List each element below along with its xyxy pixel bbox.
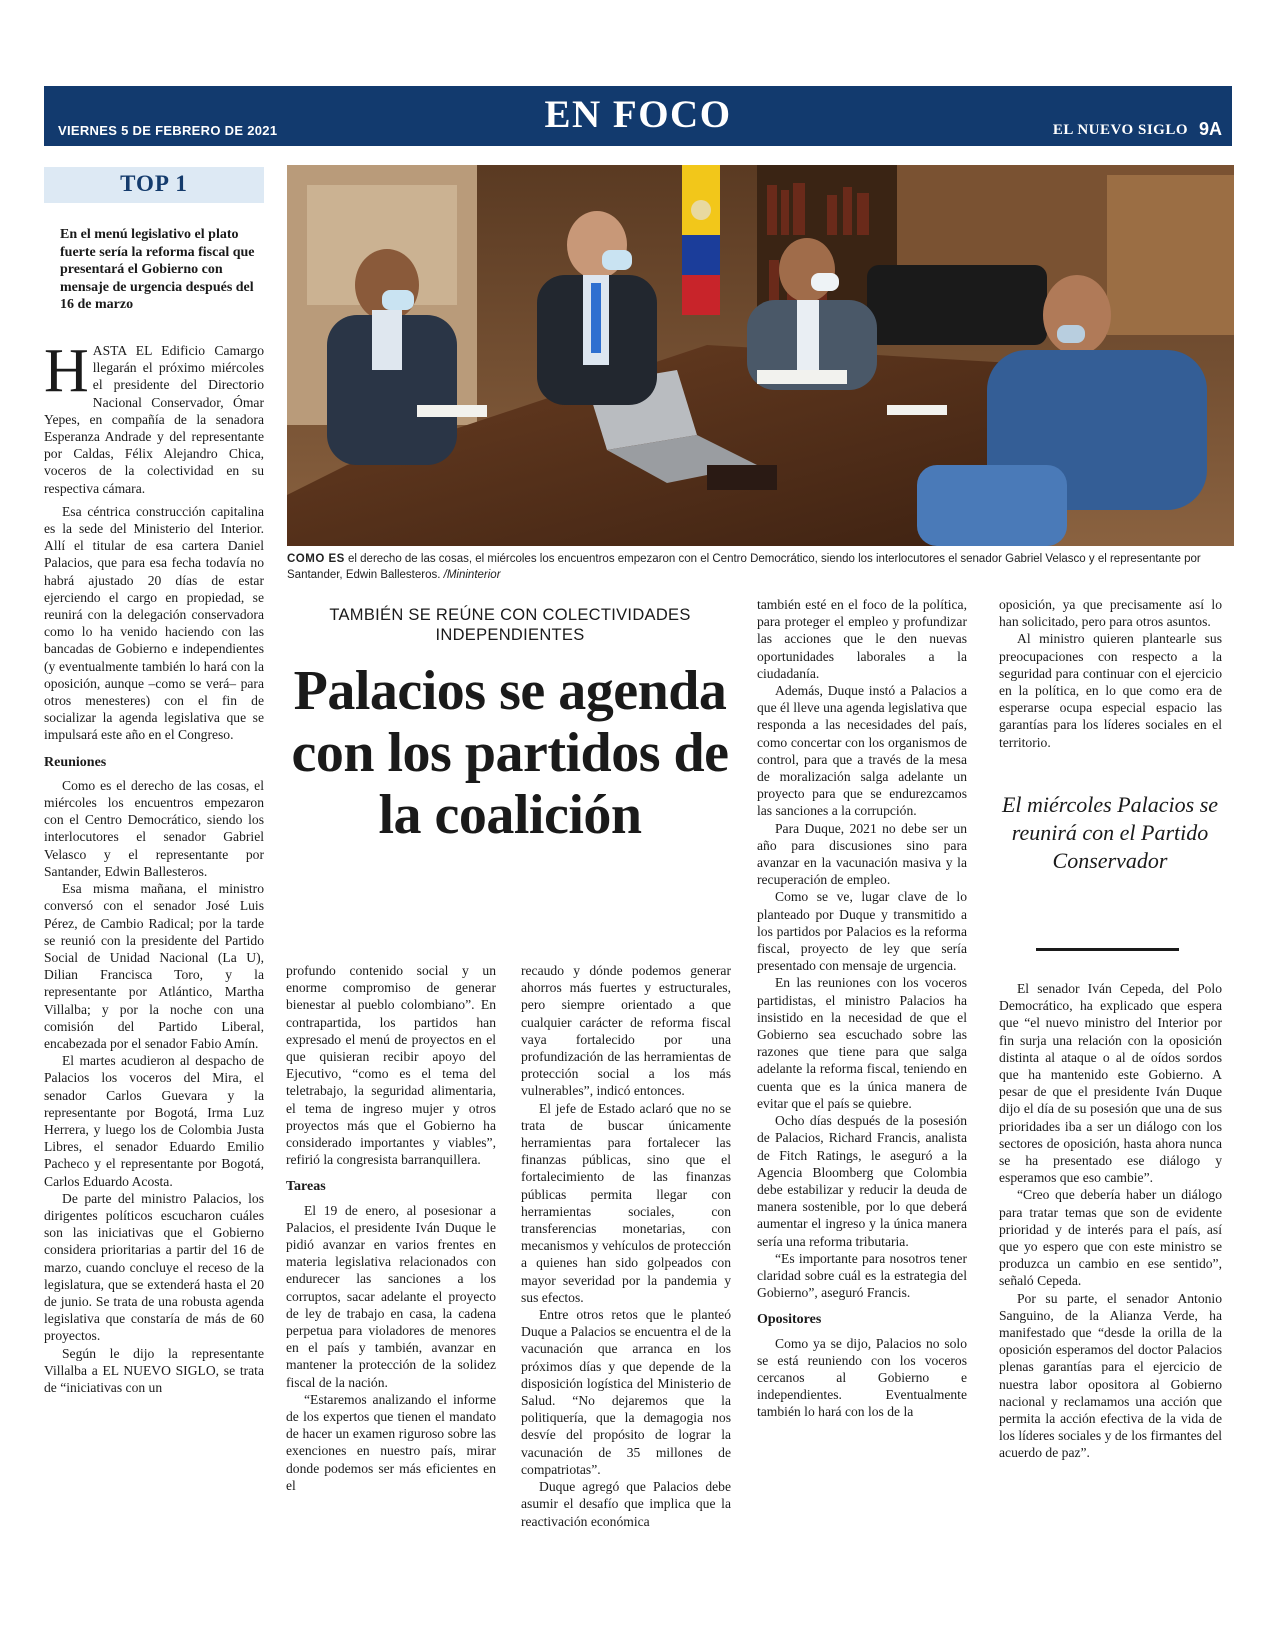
- subheading-reuniones: Reuniones: [44, 754, 107, 770]
- paragraph: “Es importante para nosotros tener claridad sobre cuál es la estrategia del Gobierno”, aseguró Francis.: [757, 1250, 967, 1301]
- top-label: TOP 1: [120, 171, 188, 196]
- paragraph: “Creo que debería haber un diálogo para tratar temas que son de evidente prioridad y de interés para el país, así que yo espero que con este ministro se produzca un cambio en ese sentido”, señaló Cepeda.: [999, 1187, 1222, 1289]
- section-title: EN FOCO: [544, 93, 732, 136]
- paragraph: profundo contenido social y un enorme compromiso de generar bienestar al pueblo colombiano”. En contrapartida, los partidos han expresado el menú de proyectos en el que quisieran recibir apoyo del Ejecutivo, “como es el tema del teletrabajo, la seguridad alimentaria, el tema de ingreso mujer y otros proyectos más que el Gobierno ha considerado importantes y viables”, refirió la congresista barranquillera.: [286, 963, 496, 1168]
- paragraph: Esa misma mañana, el ministro conversó con el senador José Luis Pérez, de Cambio Radical; por la tarde se reunió con la presidente del Partido Social de Unidad Nacional (La U), Dilian Francisca Toro, y la representante por Atlántico, Martha Villalba; y por la noche con una comisión del Partido Liberal, encabezada por el senador Fabio Amín.: [44, 881, 264, 1051]
- paragraph: Como ya se dijo, Palacios no solo se está reuniendo con los voceros cercanos al Gobierno e independientes. Eventualmente también lo hará con los de la: [757, 1335, 967, 1420]
- meeting-photo-illustration: [287, 165, 1234, 546]
- column-2: [286, 962, 496, 1494]
- article-photo: [287, 165, 1234, 546]
- paragraph: Esa céntrica construcción capitalina es la sede del Ministerio del Interior. Allí el titular de esa cartera Daniel Palacios, que para esa fecha todavía no habrá ajustado 20 días de estar ejerciendo el cargo en propiedad, se reunirá con la delegación conservadora como lo ha venido haciendo con las bancadas de Gobierno e independientes (y eventualmente también lo hará con la oposición, aunque –como se verá– para otros menesteres) con el fin de socializar la agenda legislativa que se impulsará este año en el Congreso.: [44, 503, 264, 743]
- subheading-tareas: Tareas: [286, 1179, 326, 1195]
- column-3: [521, 962, 731, 1530]
- paragraph: Según le dijo la representante Villalba a EL NUEVO SIGLO, se trata de “iniciativas con un: [44, 1345, 264, 1395]
- drop-cap: H: [44, 337, 89, 405]
- top-label-box: [44, 167, 264, 203]
- paragraph: Entre otros retos que le planteó Duque a Palacios se encuentra el de la vacunación que arranca en los próximos días y que depende de la disposición logística del Ministerio de Salud. “No dejaremos que la politiquería, que la demagogia nos desvíe del propósito de lograr la vacunación de 35 millones de compatriotas”.: [521, 1307, 731, 1477]
- paragraph: oposición, ya que precisamente así lo han solicitado, pero para otros asuntos.: [999, 597, 1222, 630]
- article-headline: Palacios se agenda con los partidos de la coalición: [291, 660, 729, 846]
- paragraph: Duque agregó que Palacios debe asumir el desafío que implica que la reactivación económica: [521, 1479, 731, 1529]
- paragraph: El martes acudieron al despacho de Palacios los voceros del Mira, el senador Carlos Guevara y la representante por Bogotá, Irma Luz Herrera, y luego los de Colombia Justa Libres, el senador Eduardo Emilio Pacheco y el representante por Bogotá, Carlos Eduardo Acosta.: [44, 1053, 264, 1189]
- column-1: [44, 337, 264, 1396]
- paragraph: también esté en el foco de la política, para proteger el empleo y profundizar las acciones que le den nuevas oportunidades laborales a la ciudadanía.: [757, 597, 967, 681]
- paragraph: El senador Iván Cepeda, del Polo Democrático, ha explicado que espera que “el nuevo ministro del Interior por fin surja una relación con la oposición distinta al ataque o al de oídos sordos que ha mantenido este Gobierno. A pesar de que el presidente Iván Duque dijo el día de su posesión que una de sus prioridades iba a ser un diálogo con los sectores de oposición, hasta ahora nunca se ha presentado ese diálogo y esperamos que eso cambie”.: [999, 981, 1222, 1186]
- paragraph: Para Duque, 2021 no debe ser un año para discusiones sino para avanzar en la vacunación masiva y la recuperación de empleo.: [757, 820, 967, 888]
- paragraph: En las reuniones con los voceros partidistas, el ministro Palacios ha insistido en la necesidad de que el Gobierno sea escuchado sobre las razones que tiene para que salga adelante la reforma fiscal, teniendo en cuenta que es la única manera de evitar que el país se quiebre.: [757, 975, 967, 1111]
- caption-text: el derecho de las cosas, el miércoles los encuentros empezaron con el Centro Democrático, siendo los interlocutores el senador Gabriel Velasco y el representante por Santander, Edwin Ballesteros.: [287, 553, 1201, 581]
- paragraph: HASTA EL Edificio Camargo llegarán el próximo miércoles el presidente del Directorio Nacional Conservador, Ómar Yepes, en compañía de la senadora Esperanza Andrade y del representante por Caldas, Félix Alejandro Chica, voceros de la colectividad en su respectiva cámara.: [44, 337, 264, 496]
- newspaper-brand: EL NUEVO SIGLO: [1052, 122, 1188, 138]
- subheading-opositores: Opositores: [757, 1312, 822, 1328]
- photo-caption: [287, 552, 1234, 583]
- column-5-top: [999, 596, 1222, 751]
- paragraph: El jefe de Estado aclaró que no se trata de buscar únicamente herramientas para fortalecer las finanzas públicas, sino que el fortalecimiento de las finanzas públicas permita llegar con herramientas sociales, con transferencias monetarias, con mecanismos y vehículos de protección a quienes han sido golpeados con mayor severidad por la pandemia y sus efectos.: [521, 1100, 731, 1305]
- masthead-bar: [44, 86, 1232, 146]
- article-lead: En el menú legislativo el plato fuerte sería la reforma fiscal que presentará el Gobierno con mensaje de urgencia después del 16 de marzo: [60, 227, 255, 312]
- paragraph: recaudo y dónde podemos generar ahorros más fuertes y estructurales, pero siempre orientado a que cualquier carácter de reforma fiscal vaya fortalecido por una profundización de las herramientas de protección social a los más vulnerables”, indicó entonces.: [521, 963, 731, 1099]
- paragraph: Ocho días después de la posesión de Palacios, Richard Francis, analista de Fitch Ratings, le aseguró a la Agencia Bloomberg que Colombia debe estabilizar y reducir la deuda de manera sostenible, por lo que deberá aumentar el ingreso y la única manera sería una reforma tributaria.: [757, 1113, 967, 1249]
- photo-credit: /Mininterior: [443, 568, 501, 581]
- column-4: [757, 596, 967, 1421]
- column-5-bottom: [999, 980, 1222, 1462]
- paragraph: Como es el derecho de las cosas, el miércoles los encuentros empezaron con el Centro Democrático, siendo los interlocutores el senador Gabriel Velasco y el representante por Santander, Edwin Ballesteros.: [44, 777, 264, 879]
- pull-quote: El miércoles Palacios se reunirá con el Partido Conservador: [1001, 792, 1219, 873]
- page-number: 9A: [1198, 119, 1222, 139]
- paragraph: El 19 de enero, al posesionar a Palacios, el presidente Iván Duque le pidió avanzar en varios frentes en materia legislativa relacionados con endurecer las sanciones a los corruptos, sacar adelante el proyecto de ley de trabajo en casa, la cadena perpetua para violadores de menores en el país y también, avanzar en mantener la protección de la solidez fiscal de la nación.: [286, 1202, 496, 1390]
- article-kicker: TAMBIÉN SE REÚNE CON COLECTIVIDADES INDEPENDIENTES: [329, 606, 691, 644]
- paragraph: De parte del ministro Palacios, los dirigentes políticos escucharon cuáles son las iniciativas que el Gobierno considera prioritarias a partir del 16 de marzo, cuando concluye el receso de la legislatura, que se extenderá hasta el 20 de junio. Se trata de una robusta agenda legislativa que constaría de más de 60 proyectos.: [44, 1190, 264, 1344]
- caption-lead: COMO ES: [287, 553, 345, 565]
- paragraph: Como se ve, lugar clave de lo planteado por Duque y transmitido a los partidos por Palacios es la reforma fiscal, proyecto de ley que sería presentado con mensaje de urgencia.: [757, 889, 967, 974]
- pull-quote-rule: [1036, 948, 1179, 951]
- paragraph: Al ministro quieren plantearle sus preocupaciones con respecto a la seguridad para continuar con el ejercicio en la política, en lo que como era de esperarse ocupa especial espacio las garantías para los líderes sociales en el territorio.: [999, 631, 1222, 750]
- paragraph: Por su parte, el senador Antonio Sanguino, de la Alianza Verde, ha manifestado que “desde la orilla de la oposición esperamos del doctor Palacios plenas garantías para el ejercicio de nuestra labor opositora al Gobierno nacional y reclamamos una acción que permita la acción efectiva de la vida de los líderes sociales y de los firmantes del acuerdo de paz”.: [999, 1290, 1222, 1461]
- paragraph: “Estaremos analizando el informe de los expertos que tienen el mandato de hacer un examen riguroso sobre las exenciones en nuestro país, mirar donde podemos ser más eficientes en el: [286, 1391, 496, 1493]
- paragraph: Además, Duque instó a Palacios a que él lleve una agenda legislativa que responda a las necesidades del país, como concertar con los organismos de control, para que a través de la mesa de moralización salga adelante un proyecto para que se endurezcamos las sanciones a la corrupción.: [757, 683, 967, 819]
- issue-date: VIERNES 5 DE FEBRERO DE 2021: [58, 123, 278, 138]
